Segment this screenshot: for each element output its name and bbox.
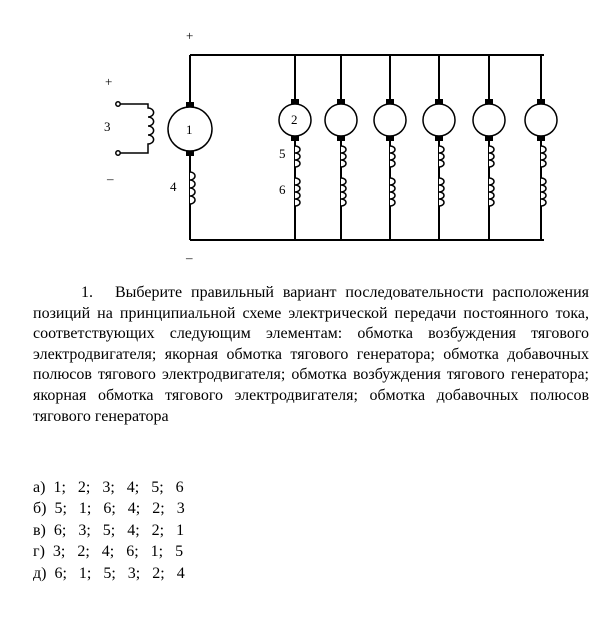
label-6: 6: [279, 182, 286, 197]
answer-letter: г): [33, 543, 45, 561]
question-text: Выберите правильный вариант последовательности расположения позиций на принципиальной схеме электрической передачи постоянного тока, соответствующих следующим элементам: обмотка возбуждения тягового электродвигателя; якорная обмотка тягового генератора; обмотка добавочных полюсов тягового электродвигателя; обмотка возбуждения тягового генератора; якорная обмотка тягового электродвигателя; обмотка добавочных полюсов тягового генератора: [33, 284, 589, 425]
answer-letter: в): [33, 521, 46, 539]
label-4: 4: [170, 179, 177, 194]
exciter-coil: [120, 104, 154, 153]
generator-series-coil: [190, 172, 195, 204]
motor-field-winding: [489, 178, 494, 206]
label-5: 5: [279, 146, 286, 161]
answer-option[interactable]: [33, 541, 185, 562]
motor-armature: [325, 104, 357, 136]
motor-interpole-winding: [341, 146, 346, 167]
motor-armature: [525, 104, 557, 136]
exciter-terminal-bottom: [116, 151, 120, 155]
answer-sequence: 6; 3; 5; 4; 2; 1: [53, 521, 185, 539]
generator-excitation-winding: [116, 102, 154, 155]
exciter-minus-label: –: [107, 171, 114, 186]
answer-option[interactable]: [33, 498, 185, 519]
answer-sequence: 3; 2; 4; 6; 1; 5: [52, 543, 184, 561]
motor-field-winding: [390, 178, 395, 206]
motor-armature: [423, 104, 455, 136]
circuit-diagram: [0, 0, 613, 280]
answer-option[interactable]: [33, 520, 185, 541]
answer-letter: д): [33, 564, 47, 582]
motor-armature: [473, 104, 505, 136]
question-number: 1.: [81, 284, 93, 301]
motor-armature: [374, 104, 406, 136]
answer-sequence: 5; 1; 6; 4; 2; 3: [54, 500, 185, 518]
label-3: 3: [104, 119, 111, 134]
motor-field-winding: [295, 178, 300, 206]
motor-interpole-winding: [439, 146, 444, 167]
motor-interpole-winding: [541, 146, 546, 167]
motor-interpole-winding: [390, 146, 395, 167]
answer-letter: а): [33, 479, 46, 496]
exciter-plus-label: +: [105, 74, 113, 89]
answer-letter: б): [33, 500, 47, 518]
label-1: 1: [186, 122, 193, 137]
motor-field-winding: [439, 178, 444, 206]
answer-option[interactable]: [33, 477, 185, 498]
answer-options: [33, 477, 185, 584]
traction-motors: [279, 55, 557, 240]
motor-field-winding: [341, 178, 346, 206]
motor-field-winding: [541, 178, 546, 206]
answer-sequence: 6; 1; 5; 3; 2; 4: [54, 564, 185, 582]
exciter-terminal-top: [116, 102, 120, 106]
motor-interpole-winding: [489, 146, 494, 167]
label-2: 2: [291, 112, 298, 127]
answer-option[interactable]: [33, 563, 185, 584]
top-plus-label: +: [186, 28, 194, 43]
motor-interpole-winding: [295, 146, 300, 167]
answer-sequence: 1; 2; 3; 4; 5; 6: [53, 479, 184, 496]
question-text-block: [33, 283, 589, 427]
bottom-minus-label: –: [186, 250, 193, 265]
